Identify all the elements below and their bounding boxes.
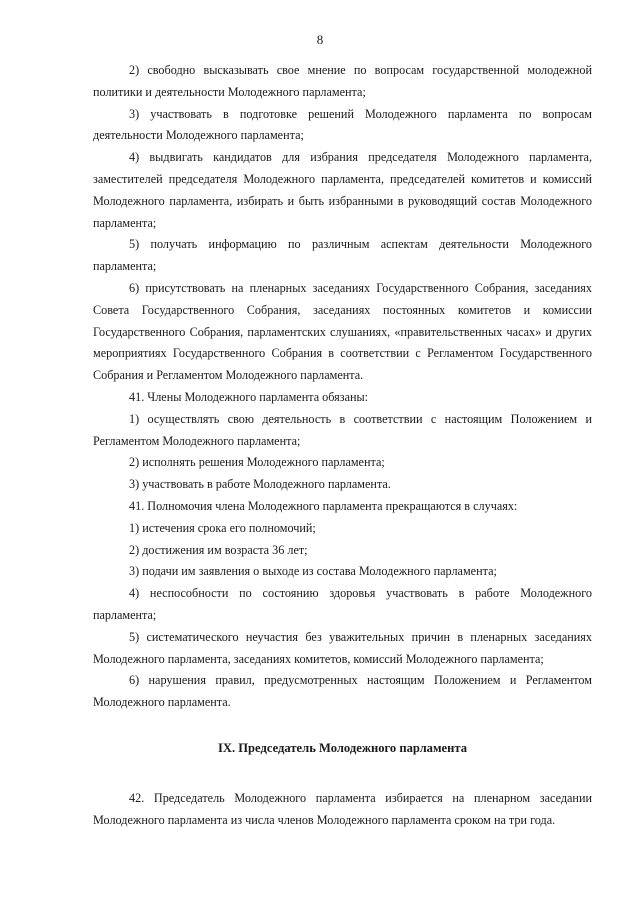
paragraph-item-3-prepare-decisions: 3) участвовать в подготовке решений Молодежного парламента по вопросам деятельности Молодежного парламента; [93,106,592,143]
paragraph-termination-4: 4) неспособности по состоянию здоровья участвовать в работе Молодежного парламента; [93,586,592,622]
document-body [93,60,592,831]
paragraph-termination-1: 1) истечения срока его полномочий; [129,520,316,535]
paragraph-termination-3: 3) подачи им заявления о выходе из состава Молодежного парламента; [129,564,497,579]
page-number: 8 [316,32,324,47]
paragraph-duty-1: 1) осуществлять свою деятельность в соответствии с настоящим Положением и Регламентом Молодежного парламента; [93,411,592,448]
paragraph-duty-3: 3) участвовать в работе Молодежного парламента. [129,477,391,492]
paragraph-42-chairman-election: 42. Председатель Молодежного парламента избирается на пленарном заседании Молодежного парламента из числа членов Молодежного парламента сроком на три года. [93,790,592,827]
paragraph-termination-6: 6) нарушения правил, предусмотренных настоящим Положением и Регламентом Молодежного парламента. [93,673,592,710]
paragraph-item-6-attend-sessions: 6) присутствовать на пленарных заседаниях Государственного Собрания, заседаниях Совета Государственного Собрания, заседаниях постоянных комитетов и комиссии Государственного Собрания, парламентских слушаниях, «правительственных часах» и других мероприятиях Государственного Собрания в соответствии с Регламентом Государственного Собрания и Регламентом Молодежного парламента. [93,280,592,383]
paragraph-item-4-nominate-candidates: 4) выдвигать кандидатов для избрания председателя Молодежного парламента, заместителей председателя Молодежного парламента, председателей комитетов и комиссий Молодежного парламента, избирать и быть избранными в руководящий состав Молодежного парламента; [93,150,592,230]
paragraph-41-termination-intro: 41. Полномочия члена Молодежного парламента прекращаются в случаях: [129,498,518,513]
paragraph-termination-5: 5) систематического неучастия без уважительных причин в пленарных заседаниях Молодежного парламента, заседаниях комитетов, комиссий Молодежного парламента; [93,629,592,666]
paragraph-41-duties-intro: 41. Члены Молодежного парламента обязаны: [129,389,369,404]
paragraph-duty-2: 2) исполнять решения Молодежного парламента; [129,455,385,470]
paragraph-item-2-express-opinion: 2) свободно высказывать свое мнение по вопросам государственной молодежной политики и деятельности Молодежного парламента; [93,63,592,99]
paragraph-termination-2: 2) достижения им возраста 36 лет; [129,542,308,557]
paragraph-item-5-receive-information: 5) получать информацию по различным аспектам деятельности Молодежного парламента; [93,237,592,274]
section-heading: IX. Председатель Молодежного парламента [217,740,468,755]
